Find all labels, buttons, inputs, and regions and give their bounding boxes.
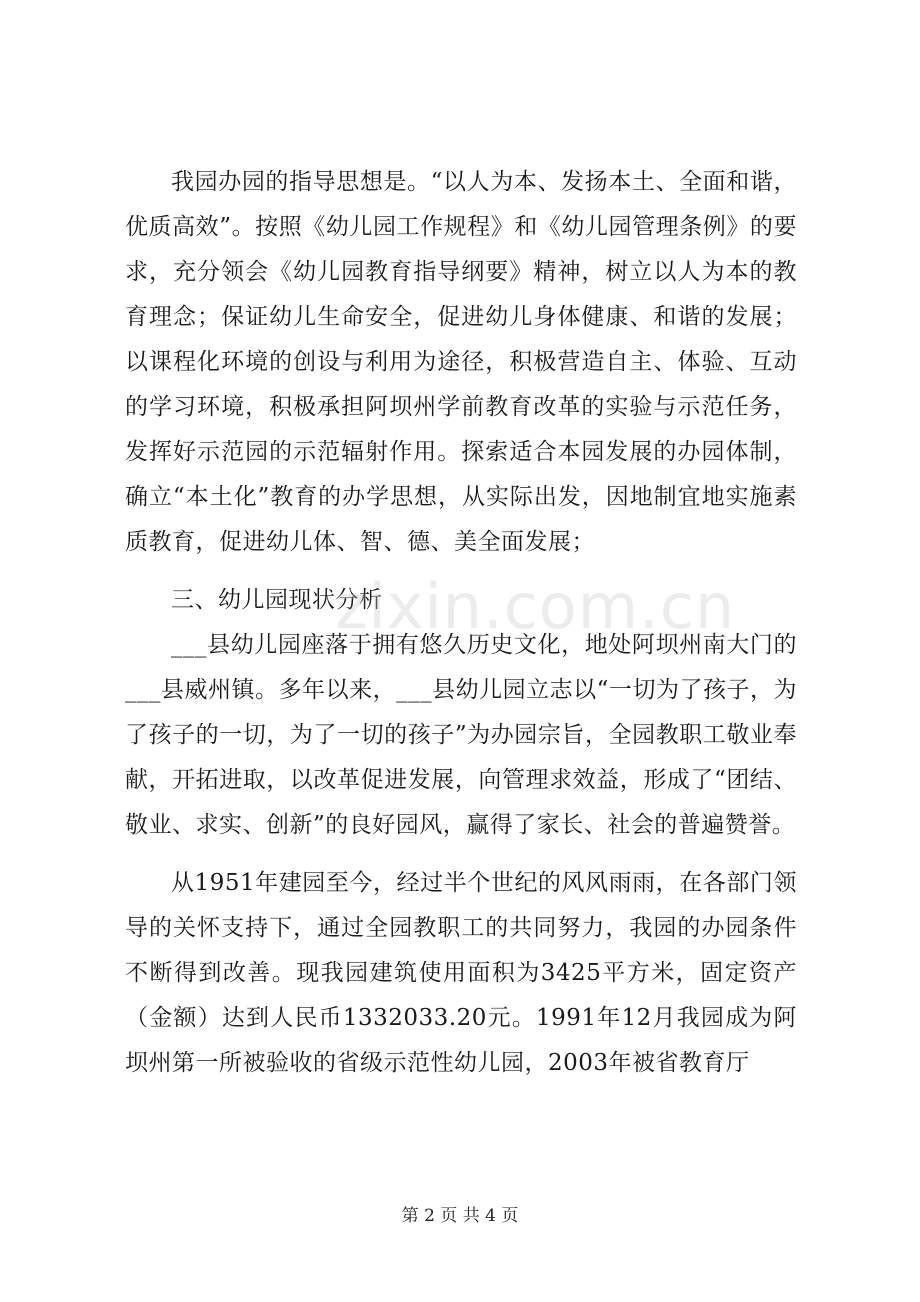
document-body — [125, 160, 797, 1086]
paragraph-history: 从1951年建园至今，经过半个世纪的风风雨雨，在各部门领导的关怀支持下，通过全园教职工的共同努力，我园的办园条件不断得到改善。现我园建筑使用面积为3425平方米，固定资产（金额）达到人民币1332033.20元。1991年12月我园成为阿坝州第一所被验收的省级示范性幼儿园，2003年被省教育厅 — [125, 870, 797, 1076]
page-number-footer: 第 2 页 共 4 页 — [401, 1206, 519, 1226]
watermark-text: zixin.com.cn — [335, 570, 736, 643]
section-heading-status-analysis: 三、幼儿园现状分析 — [171, 587, 383, 613]
paragraph-kindergarten-overview: ___县幼儿园座落于拥有悠久历史文化，地处阿坝州南大门的___县威州镇。多年以来，___县幼儿园立志以“一切为了孩子，为了孩子的一切，为了一切的孩子”为办园宗旨，全园教职工敬业奉献，开拓进取，以改革促进发展，向管理求效益，形成了“团结、敬业、求实、创新”的良好园风，赢得了家长、社会的普遍赞誉。 — [125, 632, 797, 838]
paragraph-guiding-ideology: 我园办园的指导思想是。“以人为本、发扬本土、全面和谐，优质高效”。按照《幼儿园工作规程》和《幼儿园管理条例》的要求，充分领会《幼儿园教育指导纲要》精神，树立以人为本的教育理念；保证幼儿生命安全，促进幼儿身体健康、和谐的发展；以课程化环境的创设与利用为途径，积极营造自主、体验、互动的学习环境，积极承担阿坝州学前教育改革的实验与示范任务，发挥好示范园的示范辐射作用。探索适合本园发展的办园体制，确立“本土化”教育的办学思想，从实际出发，因地制宜地实施素质教育，促进幼儿体、智、德、美全面发展； — [125, 169, 797, 555]
